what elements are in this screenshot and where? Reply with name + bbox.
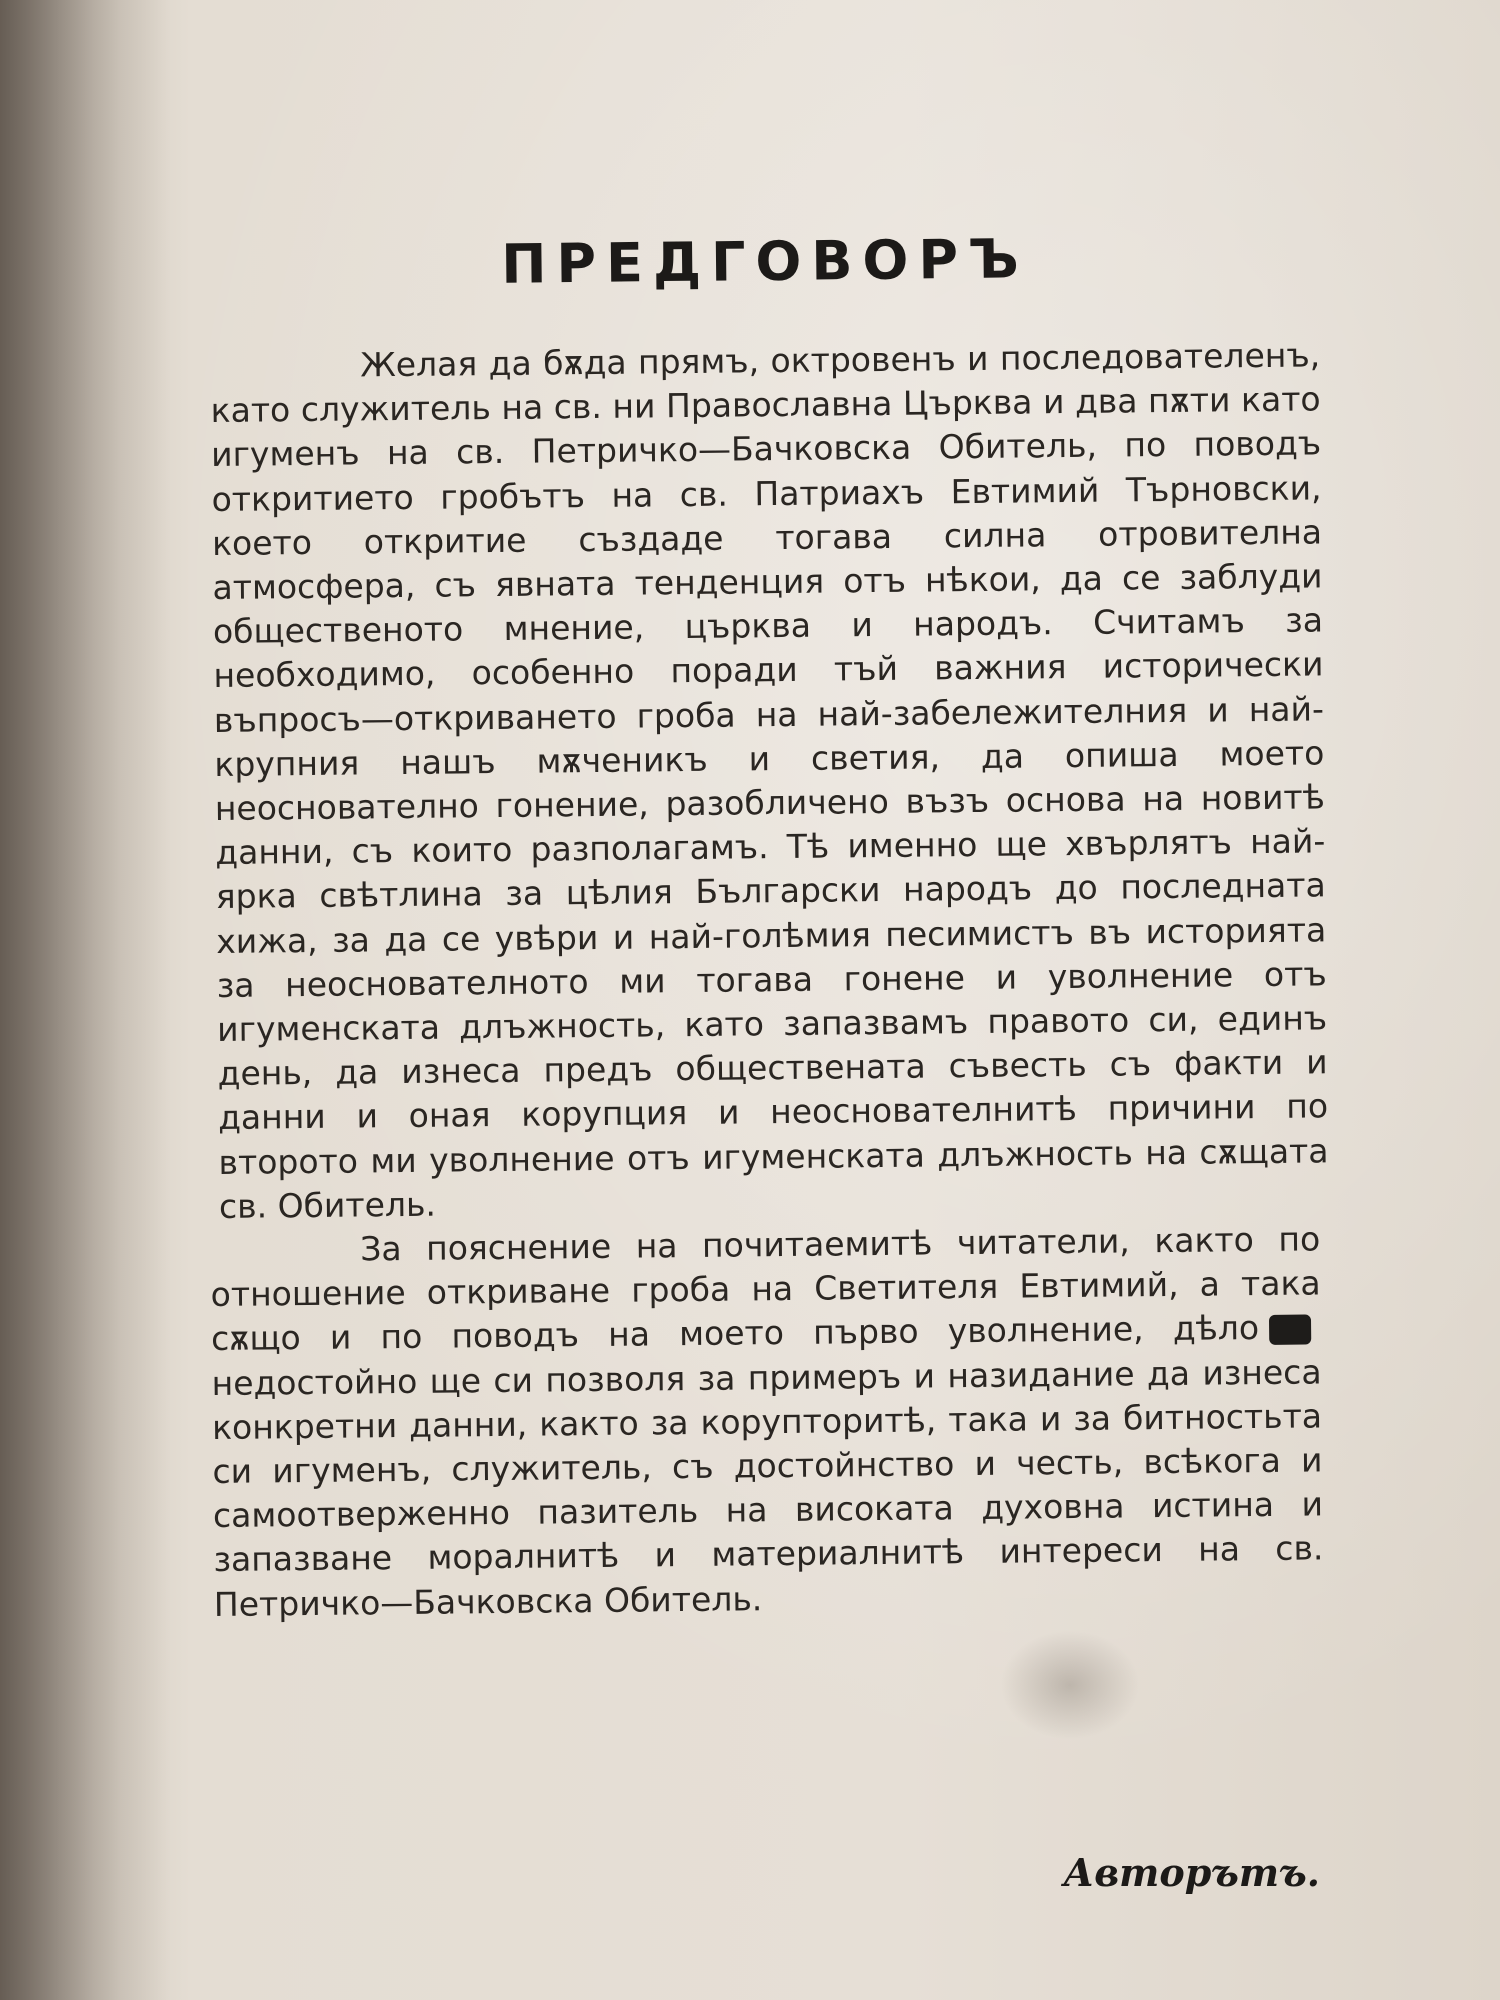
paragraph-2-part-1: За пояснение на почитаемитѣ читатели, както по отношение откриване гроба на Светителя Евтимий, а така сѫщо и по поводъ на моето първо уволнение, дѣло [210, 1219, 1321, 1359]
book-gutter-shadow [0, 0, 170, 2000]
paragraph-2-part-2: недостойно ще си позволя за примеръ и назидание да изнеса конкретни данни, както за корупторитѣ, така и за битностьта си игуменъ, служитель, съ достойнство и честь, всѣкога и самоотверженно пазитель на високата духовна истина и запазване моралнитѣ и материалнитѣ интереси на св. Петричко—Бачковска Обитель. [211, 1352, 1324, 1624]
paragraph-1: Желая да бѫда прямъ, октровенъ и последователенъ, като служитель на св. ни Православна Църква и два пѫти като игуменъ на св. Петричко—Бачковска Обитель, по поводъ откритието гробътъ на св. Патриахъ Евтимий Търновски, което откритие създаде тогава силна отровителна атмосфера, съ явната тенденция отъ нѣкои, да се заблуди общественото мнение, църква и народъ. Считамъ за необходимо, особенно поради тъй важния исторически въпросъ—откриването гроба на най-забележителния и най-крупния нашъ мѫченикъ и светия, да опиша моето неоснователно гонение, разобличено възъ основа на новитѣ данни, съ които разполагамъ. Тѣ именно ще хвърлятъ най-ярка свѣтлина за цѣлия Български народъ до последната хижа, за да се увѣри и най-голѣмия песимистъ въ историята за неоснователното ми тогава гонене и уволнение отъ игуменската длъжность, като запазвамъ правото си, единъ день, да изнеса предъ обществената съвесть съ факти и данни и оная корупция и неоснователнитѣ причини по второто ми уволнение отъ игуменската длъжность на сѫщата св. Обитель. [210, 335, 1329, 1226]
paragraph-2 [210, 1217, 1324, 1626]
redaction-mark [1269, 1314, 1311, 1344]
paper-stain [1000, 1630, 1140, 1740]
page-title: ПРЕДГОВОРЪ [500, 227, 1030, 296]
page-content [210, 227, 1329, 1627]
author-signature: Авторътъ. [1063, 1850, 1320, 1895]
